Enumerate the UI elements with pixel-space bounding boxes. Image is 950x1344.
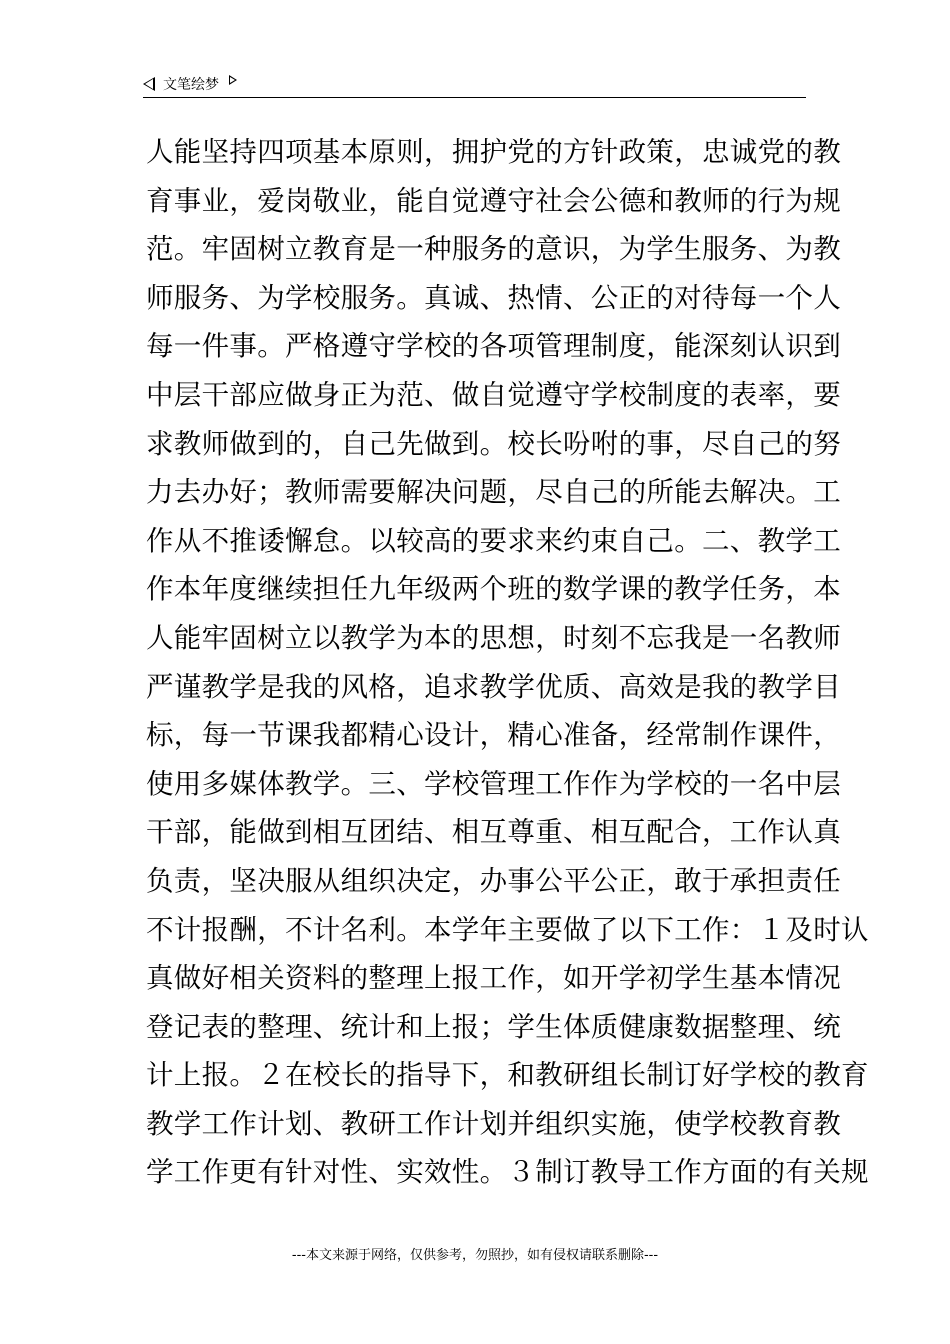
text-line: 作本年度继续担任九年级两个班的数学课的教学任务，本 [146, 573, 841, 606]
text-line: 人能坚持四项基本原则，拥护党的方针政策，忠诚党的教 [146, 136, 841, 168]
text-line: 教学工作计划、教研工作计划并组织实施，使学校教育教 [146, 1107, 841, 1140]
text-line: 使用多媒体教学。三、学校管理工作作为学校的一名中层 [146, 767, 841, 800]
text-line: 不计报酬，不计名利。本学年主要做了以下工作：１及时认 [146, 913, 869, 946]
text-line: 育事业，爱岗敬业，能自觉遵守社会公德和教师的行为规 [146, 184, 841, 217]
text-line: 学工作更有针对性、实效性。３制订教导工作方面的有关规 [146, 1156, 869, 1189]
text-line: 力去办好；教师需要解决问题，尽自己的所能去解决。工 [146, 476, 841, 509]
text-line: 干部，能做到相互团结、相互尊重、相互配合，工作认真 [146, 816, 841, 849]
header-divider [143, 97, 806, 98]
text-line: 求教师做到的，自己先做到。校长吩咐的事，尽自己的努 [146, 427, 841, 460]
text-line: 范。牢固树立教育是一种服务的意识，为学生服务、为教 [146, 233, 841, 266]
text-line: 中层干部应做身正为范、做自觉遵守学校制度的表率，要 [146, 378, 841, 411]
page-header [143, 72, 237, 96]
page-footer: ---本文来源于网络，仅供参考，勿照抄，如有侵权请联系删除--- [291, 1248, 659, 1263]
text-line: 人能牢固树立以教学为本的思想，时刻不忘我是一名教师 [146, 621, 841, 654]
text-line: 登记表的整理、统计和上报；学生体质健康数据整理、统 [146, 1010, 841, 1043]
text-line: 真做好相关资料的整理上报工作，如开学初学生基本情况 [146, 962, 841, 995]
body-paragraph [146, 128, 869, 1197]
text-line: 严谨教学是我的风格，追求教学优质、高效是我的教学目 [146, 670, 841, 703]
text-line: 标，每一节课我都精心设计，精心准备，经常制作课件， [146, 719, 841, 752]
text-line: 负责，坚决服从组织决定，办事公平公正，敢于承担责任 [146, 864, 841, 897]
text-line: 计上报。２在校长的指导下，和教研组长制订好学校的教育 [146, 1059, 869, 1092]
text-line: 每一件事。严格遵守学校的各项管理制度，能深刻认识到 [146, 330, 841, 363]
text-line: 作从不推诿懈怠。以较高的要求来约束自己。二、教学工 [146, 524, 841, 557]
text-line: 师服务、为学校服务。真诚、热情、公正的对待每一个人 [146, 281, 841, 314]
triangle-right-icon [229, 75, 237, 85]
triangle-left-icon [143, 77, 155, 91]
header-title: 文笔绘梦 [163, 77, 219, 93]
